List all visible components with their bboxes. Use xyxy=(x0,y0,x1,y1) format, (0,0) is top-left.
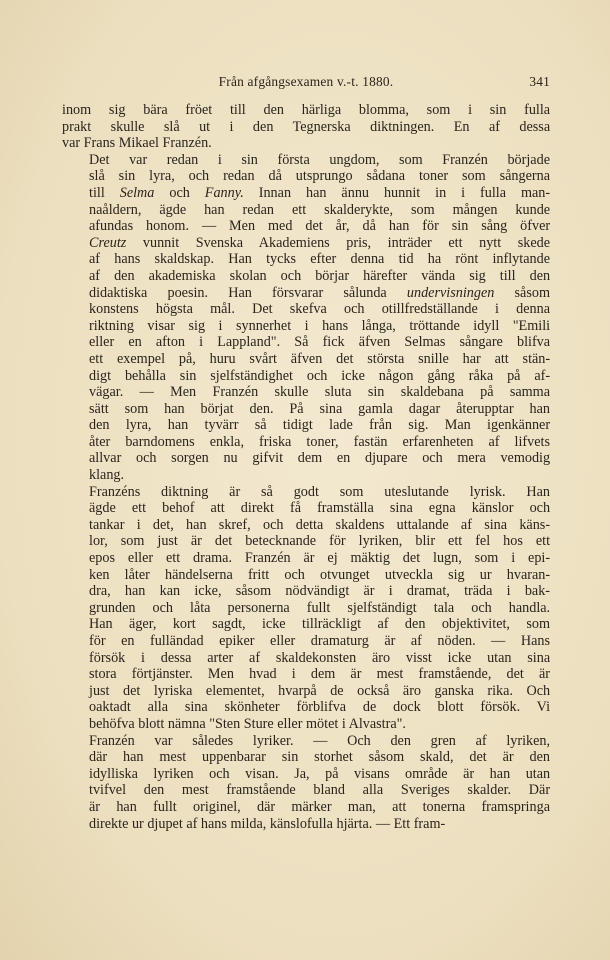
text-line: klang. xyxy=(89,467,125,484)
page-header xyxy=(62,70,550,94)
text-line: inom sig bära fröet till den härliga blomma, som i sin fulla xyxy=(62,102,551,118)
text-line: stora förtjänster. Men hvad i dem är mest framstående, det är xyxy=(89,666,550,683)
text-line: afundas honom. — Men med det år, då han för sin sång öfver xyxy=(89,218,551,235)
text-line: Det var redan i sin första ungdom, som Franzén började xyxy=(89,151,550,168)
text-line: didaktiska poesin. Han försvarar sålunda undervisningen såsom xyxy=(89,284,550,301)
text-line: direkte ur djupet af hans milda, känslofulla hjärta. — Ett fram- xyxy=(89,815,446,832)
text-line: af den akademiska skolan och börjar härefter vända sig till den xyxy=(89,267,551,284)
text-line: af hans skaldskap. Han tycks efter denna tid ha rönt inflytande xyxy=(89,251,551,268)
text-line: åter barndomens enkla, friska toner, fastän erfarenheten af lifvets xyxy=(89,433,551,450)
text-line: grunden och låta personerna fullt sjelfständigt tala och handla. xyxy=(89,599,551,616)
text-line: försök i dessa arter af skaldekonsten äro visst icke utan sina xyxy=(89,649,551,666)
text-line: naåldern, ägde han redan ett skalderykte, som mången kunde xyxy=(89,201,551,218)
text-line: till Selma och Fanny. Innan han ännu hunnit in i fulla man- xyxy=(89,184,551,201)
text-line: var Frans Mikael Franzén. xyxy=(62,135,212,152)
text-line: oaktadt alla sina skönheter förblifva de dock blott försök. Vi xyxy=(89,699,551,716)
text-line: prakt skulle slå ut i den Tegnerska diktningen. En af dessa xyxy=(62,118,551,135)
text-line: ägde ett behof att direkt få framställa sina egna känslor och xyxy=(89,500,551,517)
text-line: dra, han kan icke, såsom nödvändigt är i dramat, träda i bak- xyxy=(89,583,551,600)
text-line: den lyra, han tyvärr så tidigt lade från sig. Man igenkänner xyxy=(89,417,551,434)
page-number: 341 xyxy=(529,74,550,89)
text-line: Han äger, kort sagdt, icke tillräckligt af den objektivitet, som xyxy=(89,616,551,633)
text-line: ken låter händelserna fritt och otvunget utveckla sig ur hvaran- xyxy=(89,566,551,583)
text-line: är han fullt originel, där märker man, att tonerna framspringa xyxy=(89,798,550,815)
body-text xyxy=(62,102,550,832)
text-line: slå sin lyra, och redan då utsprungo sådana toner som sångerna xyxy=(89,168,551,185)
text-line: vägar. — Men Franzén skulle sluta sin skaldebana på samma xyxy=(89,384,551,401)
text-line: där han mest uppenbarar sin storhet såsom skald, det är den xyxy=(89,749,551,766)
running-title: Från afgångsexamen v.-t. 1880. xyxy=(218,74,394,89)
paragraph xyxy=(62,102,550,152)
text-line: för en fulländad epiker eller dramaturg är af nöden. — Hans xyxy=(89,633,551,649)
text-line: Creutz vunnit Svenska Akademiens pris, inträder ett nytt skede xyxy=(89,234,551,251)
text-line: tankar i det, han skref, och detta skaldens uttalande af sina käns- xyxy=(89,516,551,533)
text-line: idylliska lyriken och visan. Ja, på visans område är han utan xyxy=(89,765,551,782)
text-line: lor, som just är det betecknande för lyriken, blir ett fel hos ett xyxy=(89,533,551,550)
paragraph xyxy=(62,733,550,833)
text-line: Franzén var således lyriker. — Och den gren af lyriken, xyxy=(89,732,551,749)
text-line: konstens högsta mål. Det skefva och otillfredställande i denna xyxy=(89,301,551,318)
text-line: sätt som han börjat den. På sina gamla dagar återupptar han xyxy=(89,400,550,417)
paragraph xyxy=(62,484,550,733)
text-line: allvar och sorgen nu gifvit dem en djupare och mera vemodig xyxy=(89,450,551,467)
text-line: just det lyriska elementet, hvarpå de också äro ganska rika. Och xyxy=(89,682,551,699)
text-line: behöfva blott nämna "Sten Sture eller mötet i Alvastra". xyxy=(89,715,406,732)
text-line: eller en afton i Lappland". Så fick äfven Selmas sångare blifva xyxy=(89,334,551,351)
text-line: epos eller ett drama. Franzén är ej mäktig det lugn, som i epi- xyxy=(89,550,551,567)
text-line: riktning visar sig i synnerhet i hans långa, tröttande idyll "Emili xyxy=(89,317,551,334)
book-page xyxy=(62,70,550,832)
paragraph xyxy=(62,152,550,484)
text-line: tvifvel den mest framstående bland alla Sveriges skalder. Där xyxy=(89,782,551,799)
text-line: Franzéns diktning är så godt som uteslutande lyrisk. Han xyxy=(89,483,551,500)
text-line: ett exempel på, huru svårt äfven det största snille har att stän- xyxy=(89,350,551,367)
text-line: digt behålla sin sjelfständighet och icke någon gång råka på af- xyxy=(89,367,551,384)
